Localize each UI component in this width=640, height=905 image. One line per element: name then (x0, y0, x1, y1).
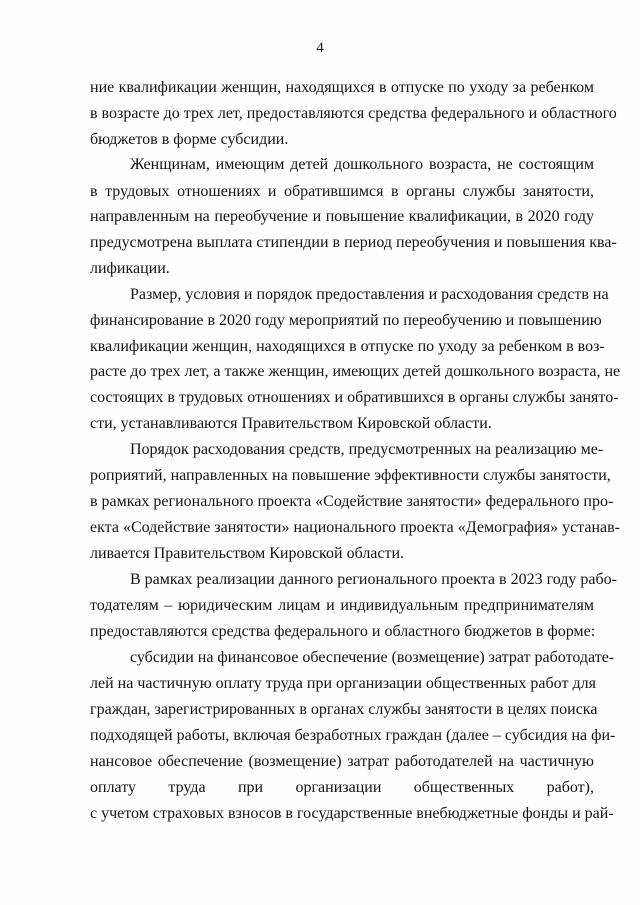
paragraph-6-line-7: с учетом страховых взносов в государственные внебюджетные фонды и рай- (90, 805, 614, 822)
paragraph-3-line-6: сти, устанавливаются Правительством Кировской области. (90, 415, 492, 432)
paragraph-4-line-4: екта «Содействие занятости» национального проекта «Демография» устанав- (90, 519, 620, 536)
paragraph-3-line-3: квалификации женщин, находящихся в отпуске по уходу за ребенком в воз- (90, 338, 605, 355)
paragraph-1-line-1: ние квалификации женщин, находящихся в отпуске по уходу за ребенком (90, 79, 594, 96)
paragraph-3-line-2: финансирование в 2020 году мероприятий по переобучению и повышению (90, 312, 602, 329)
paragraph-3-line-4: расте до трех лет, а также женщин, имеющих детей дошкольного возраста, не (90, 363, 621, 380)
paragraph-2-line-3: направленным на переобучение и повышение квалификации, в 2020 году (90, 208, 594, 225)
paragraph-6-line-2: лей на частичную оплату труда при организации общественных работ для (90, 675, 596, 692)
paragraph-6-line-6: оплату труда при организации общественных работ), (90, 779, 594, 796)
paragraph-1-line-2: в возрасте до трех лет, предоставляются средства федерального и областного (90, 105, 617, 122)
paragraph-4-line-5: ливается Правительством Кировской области. (90, 545, 405, 562)
paragraph-4-line-3: в рамках регионального проекта «Содействие занятости» федерального про- (90, 493, 614, 510)
paragraph-2-line-5: лификации. (90, 260, 170, 277)
paragraph-2-line-4: предусмотрена выплата стипендии в период переобучения и повышения ква- (90, 234, 617, 251)
paragraph-2-line-2: в трудовых отношениях и обратившимся в органы службы занятости, (90, 183, 594, 200)
paragraph-4-line-1: Порядок расходования средств, предусмотренных на реализацию ме- (130, 441, 604, 458)
paragraph-5-line-1: В рамках реализации данного регионального проекта в 2023 году рабо- (130, 571, 617, 588)
paragraph-5-line-2: тодателям – юридическим лицам и индивидуальным предпринимателям (90, 597, 594, 614)
paragraph-3-line-1: Размер, условия и порядок предоставления и расходования средств на (130, 286, 609, 303)
paragraph-2-line-1: Женщинам, имеющим детей дошкольного возраста, не состоящим (130, 156, 594, 173)
paragraph-6-line-4: подходящей работы, включая безработных граждан (далее – субсидия на фи- (90, 727, 616, 744)
paragraph-6-line-1: субсидии на финансовое обеспечение (возмещение) затрат работодате- (130, 649, 615, 666)
paragraph-5-line-3: предоставляются средства федерального и областного бюджетов в форме: (90, 623, 596, 640)
page-number: 4 (316, 40, 324, 56)
paragraph-1-line-3: бюджетов в форме субсидии. (90, 131, 289, 148)
paragraph-4-line-2: роприятий, направленных на повышение эффективности службы занятости, (90, 467, 611, 484)
paragraph-3-line-5: состоящих в трудовых отношениях и обратившихся в органы службы занято- (90, 389, 619, 406)
paragraph-6-line-3: граждан, зарегистрированных в органах службы занятости в целях поиска (90, 701, 598, 718)
paragraph-6-line-5: нансовое обеспечение (возмещение) затрат работодателей на частичную (90, 753, 594, 770)
